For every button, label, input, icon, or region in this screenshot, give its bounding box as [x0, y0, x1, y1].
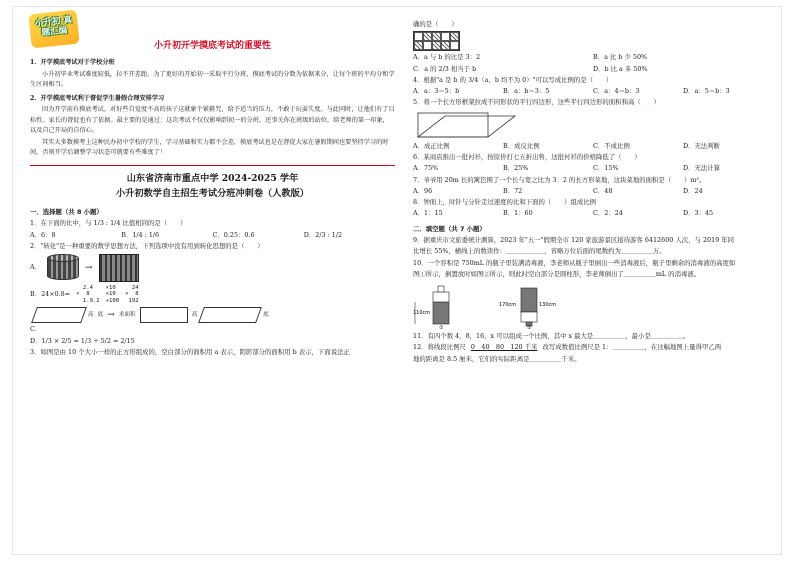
question-9-line-1: 9．据重庆市文旅委统计测算，2023 年"五一"假期全市 120 家旅游景区接待游客 6412600 人次，与 2019 年同	[413, 235, 735, 244]
multiplication-left: 2.4 × 8 1.9.2	[76, 285, 100, 304]
option-b: B．a 比 b 少 50%	[593, 53, 648, 62]
question-10-line-2: 图①所示，倒置放时如图②所示，则此时空白部分是圆柱形，李老师倒出了＿＿＿＿＿mL 的消毒液。	[413, 269, 701, 278]
option-c: C．15%	[593, 164, 619, 173]
question-8-options	[413, 209, 773, 218]
option-b: B．1：60	[503, 209, 533, 218]
question-6: 6．某商店推出一批衬衫，按原价打七五折出售，这批衬衫的价格降低了（ ）	[413, 152, 641, 161]
section-choice-heading: 一．选择题（共 8 小题）	[30, 207, 103, 216]
option-d: D．无法判断	[683, 141, 721, 150]
option-b-label: B．24×0.8=	[30, 290, 71, 299]
option-c: C．0.25：0.6	[212, 230, 255, 239]
question-12-line-2: 地的距离是 8.5 厘米，它们的实际距离是＿＿＿＿＿千米。	[413, 354, 581, 363]
label-di-2: 底	[263, 312, 269, 319]
option-a-label: A．	[30, 263, 42, 272]
question-2-option-d: D．1/3 × 2/5 = 1/3 ÷ 5/2 = 2/15	[30, 336, 135, 345]
height-label-170: 170cm	[499, 302, 517, 309]
question-4-options	[413, 87, 773, 96]
ad-paragraph-2: 因为开学前有摸底考试，对好些自觉度不高的孩子这就象个紧箍咒，给予适当的压力，不敢于玩耍失度。与此同时，让他们有了目标性。家长的督促也有了依据。最主要的是通过：这次考试不仅仅影响到初一的分班，还事关你在班级的站位，给老师的第一印象，以及自己开局的自信心。	[30, 106, 395, 134]
option-c: C．2：24	[593, 209, 623, 218]
logo-text: 小升初 真题汇编	[34, 15, 73, 39]
option-c: C．48	[593, 186, 613, 195]
parallelogram-figure-2	[198, 307, 262, 323]
label-qiu: 求面积	[118, 312, 136, 319]
cylinder-figure	[47, 254, 79, 282]
question-2: 2．"转化"是一种重要的数学思想方法，下列选项中没有用到转化思想的是（ ）	[30, 241, 264, 250]
question-10-line-1: 10．一个容积是 750mL 的瓶子里装满消毒液，李老师从瓶子里倒出一些消毒液后，瓶子里剩余的消毒液的高度如	[413, 258, 736, 267]
arrow-icon: →	[85, 262, 93, 273]
question-12-mid: 改写成数值比例尺是 1：＿＿＿＿＿，在这幅地图上量得甲乙两	[542, 343, 722, 352]
option-d: D．2/3 : 1/2	[303, 230, 343, 239]
question-4: 4．根据"a 是 b 的 3/4（a、b 均不为 0）"可以写成比例的是（ ）	[413, 75, 613, 84]
question-7: 7．爷爷用 20m 长的篱笆围了一个长与宽之比为 3：2 的长方形菜地，这块菜地的面积是（ ）m²。	[413, 175, 706, 184]
option-b: B．1/4 : 1/6	[121, 230, 160, 239]
height-label-130: 130cm	[539, 302, 557, 309]
label-di-1: 底	[97, 312, 104, 319]
question-6-options	[413, 164, 773, 173]
ad-title: 小升初开学摸底考试的重要性	[153, 41, 271, 51]
option-a: A．75%	[413, 164, 439, 173]
option-b: B．a：b＝3：5	[503, 87, 550, 96]
option-d: D．无法计算	[683, 164, 721, 173]
question-1-options	[30, 231, 395, 240]
caption-1: ①	[439, 325, 444, 331]
option-d: D．b 比 a 多 50%	[593, 64, 648, 73]
option-b: B．72	[503, 186, 523, 195]
question-3-continued: 确的是（ ）	[413, 20, 458, 28]
label-gao-1: 高	[88, 312, 94, 319]
rectangle-to-parallelogram-figure	[417, 112, 517, 138]
question-10-figure	[413, 282, 773, 330]
question-2-figure-a	[30, 254, 395, 282]
question-3-figure	[413, 31, 773, 51]
question-7-options	[413, 187, 773, 196]
option-d: D．3：45	[683, 209, 714, 218]
parallelogram-figure	[31, 307, 87, 323]
question-11: 11．有四个数 4，8，16，x 可以组成一个比例，其中 x 最大是＿＿＿＿＿，最小是＿＿＿＿＿。	[413, 332, 690, 341]
scale-bar: 0 40 80 120 千米	[470, 343, 538, 352]
option-c-label: C．	[30, 325, 42, 334]
ad-paragraph-3: 其实大多数摸考上这种民办初中学校的学生，学习基础和实力都不会差，摸底考试也是在督促大家在暑假期间也要坚持学习的时间，否则开学后调整学习状态可就要有些难度了！	[30, 139, 389, 157]
bottle-figure-1	[413, 282, 473, 330]
question-5: 5．将一个长方形框架拉成不同形状的平行四边形，这些平行四边形的面积和高（ ）	[413, 98, 660, 107]
option-d: D．a：5＝b：3	[683, 87, 730, 96]
ad-paragraph-1: 小升初毕业考试难度较低，拉不开差距。为了更好的开始初一采取平行分班，摸底考试的分数为依据来分，让每个班的平均分和学生区间相当。	[30, 71, 395, 89]
option-c: C．a：4＝b：3	[593, 87, 640, 96]
question-3: 3．如图是由 10 个大小一样的正方形组成的，空白部分的面积用 a 表示，阴影部分的面积用 b 表示，下面说法正	[30, 347, 350, 356]
ad-heading-1: 1．开学摸底考试对于学校分班	[30, 59, 115, 67]
option-a: A．6：8	[30, 230, 56, 239]
option-c: C．a 的 2/3 相当于 b	[413, 64, 477, 73]
divider	[30, 165, 395, 166]
right-column	[413, 18, 773, 366]
question-8: 8．钟面上，时针与分针走过速度的比和下面的（ ）组成比例	[413, 198, 597, 207]
question-2-figure-c	[30, 307, 395, 323]
option-b: B．成反比例	[503, 141, 540, 150]
question-3-options-row-2	[413, 65, 773, 74]
bottle-figure-2	[499, 282, 569, 330]
option-a: A．1：15	[413, 209, 443, 218]
option-d: D．24	[683, 186, 703, 195]
exam-title-line-2: 小升初数学自主招生考试分班冲刺卷（人教版）	[116, 188, 309, 200]
cuboid-figure	[99, 254, 139, 282]
question-12-line-1	[413, 343, 773, 352]
height-label-110: 110cm	[413, 310, 431, 317]
question-5-options	[413, 142, 773, 151]
label-gao-2: 高	[191, 312, 198, 319]
question-1: 1．在下面的比中，与 1/3 : 1/4 比值相同的是（ ）	[30, 219, 187, 228]
option-c: C．不成比例	[593, 141, 630, 150]
option-a: A．a：3＝5：b	[413, 87, 460, 96]
rectangle-figure	[140, 307, 188, 323]
question-2-figure-b	[30, 285, 395, 304]
option-a: A．96	[413, 186, 433, 195]
question-3-options-row-1	[413, 53, 773, 62]
option-a: A．成正比例	[413, 141, 450, 150]
multiplication-right: 24 × 8 192	[125, 285, 139, 304]
square-grid-figure	[413, 31, 460, 51]
caption-2: ②	[527, 325, 532, 331]
multiplication-steps: ×10 ×10 ÷100	[105, 285, 120, 304]
question-9-line-2: 比增长 55%，横线上的数读作：＿＿＿＿＿＿，省略万位后面的尾数约为＿＿＿＿＿万。	[413, 247, 666, 256]
option-a: A．a 与 b 的比是 3：2	[413, 53, 481, 62]
option-b: B．25%	[503, 164, 529, 173]
section-fill-heading: 二．填空题（共 7 小题）	[413, 224, 486, 233]
arrow-icon: →	[107, 309, 115, 320]
ad-heading-2: 2．开学摸底考试利于督促学生暑假合理安排学习	[30, 94, 165, 102]
left-column	[30, 18, 395, 359]
exam-title-line-1: 山东省济南市重点中学 2024-2025 学年	[126, 172, 299, 184]
question-12-prefix: 12．将线段比例尺	[413, 343, 466, 352]
